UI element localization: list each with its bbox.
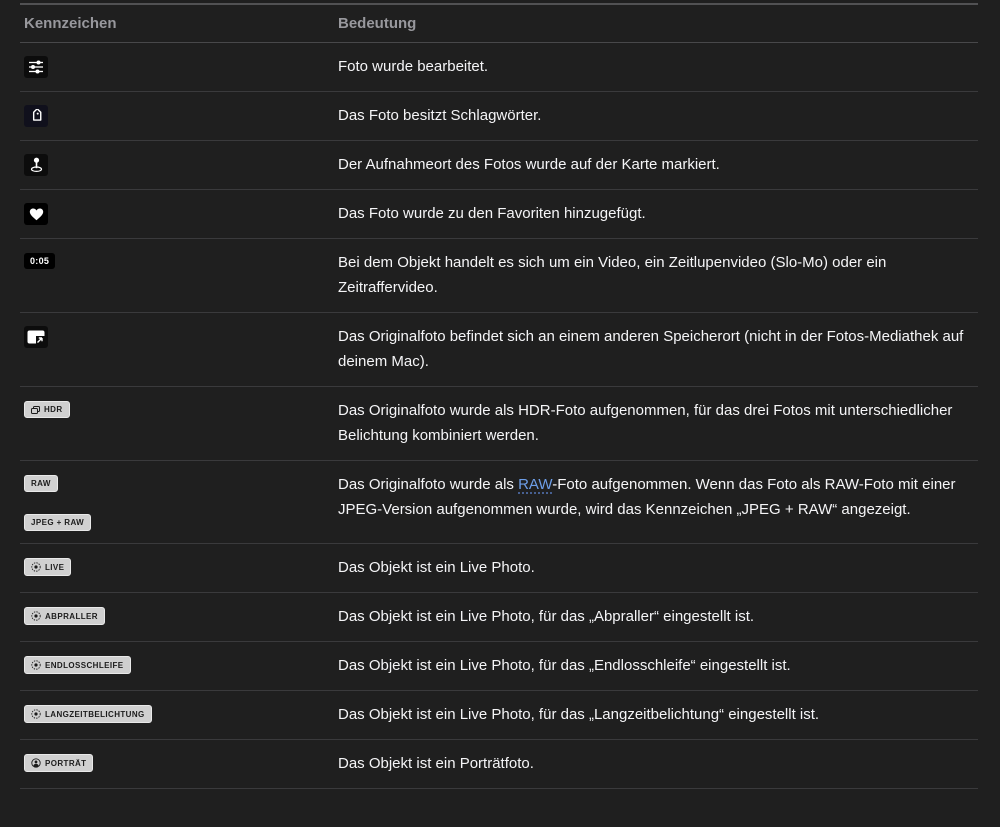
- badge-label: ABPRALLER: [45, 611, 98, 621]
- badge-label: LANGZEITBELICHTUNG: [45, 709, 145, 719]
- table-row: [20, 461, 978, 544]
- tag-icon: [24, 105, 48, 127]
- table-row: [20, 691, 978, 740]
- row-description: Foto wurde bearbeitet.: [338, 58, 489, 75]
- table-row: [20, 593, 978, 642]
- live-photo-icon: [31, 660, 41, 670]
- table-row: [20, 239, 978, 313]
- row-description: Das Objekt ist ein Live Photo, für das „Endlosschleife“ eingestellt ist.: [338, 657, 791, 674]
- row-description: Das Foto besitzt Schlagwörter.: [338, 107, 542, 124]
- row-description: Das Objekt ist ein Porträtfoto.: [338, 755, 534, 772]
- hdr-badge: [24, 401, 70, 418]
- table-row: [20, 190, 978, 239]
- table-row: [20, 642, 978, 691]
- heart-icon: [24, 203, 48, 225]
- badge-label: LIVE: [45, 562, 65, 572]
- endlosschleife-badge: [24, 656, 131, 674]
- column-header-bedeutung: Bedeutung: [338, 15, 417, 32]
- table-row: [20, 544, 978, 593]
- row-description: Das Foto wurde zu den Favoriten hinzugefügt.: [338, 205, 646, 222]
- table-header-row: [20, 5, 978, 43]
- live-badge: [24, 558, 71, 576]
- live-photo-icon: [31, 611, 41, 621]
- badge-label: ENDLOSSCHLEIFE: [45, 660, 124, 670]
- table-row: [20, 141, 978, 190]
- row-description: Der Aufnahmeort des Fotos wurde auf der Karte markiert.: [338, 156, 720, 173]
- badge-label: PORTRÄT: [45, 758, 87, 768]
- jpeg-raw-badge: JPEG + RAW: [24, 514, 91, 531]
- table-row: [20, 740, 978, 789]
- live-photo-icon: [31, 562, 41, 572]
- hdr-frames-icon: [31, 406, 40, 414]
- portraet-badge: [24, 754, 93, 772]
- row-description: Das Objekt ist ein Live Photo.: [338, 559, 535, 576]
- abpraller-badge: [24, 607, 105, 625]
- row-description: Bei dem Objekt handelt es sich um ein Video, ein Zeitlupenvideo (Slo-Mo) oder ein Zeitraffervideo.: [338, 254, 887, 296]
- referenced-file-icon: [24, 326, 48, 348]
- table-row: [20, 43, 978, 92]
- video-duration-badge: 0:05: [24, 253, 55, 269]
- column-header-kennzeichen: Kennzeichen: [24, 15, 117, 32]
- row-description: Das Originalfoto wurde als HDR-Foto aufgenommen, für das drei Fotos mit unterschiedlicher Belichtung kombiniert werden.: [338, 402, 953, 444]
- table-row: [20, 92, 978, 141]
- adjustments-sliders-icon: [24, 56, 48, 78]
- row-description: Das Objekt ist ein Live Photo, für das „Abpraller“ eingestellt ist.: [338, 608, 755, 625]
- table-row: [20, 313, 978, 387]
- raw-badge: RAW: [24, 475, 58, 492]
- live-photo-icon: [31, 709, 41, 719]
- portrait-icon: [31, 758, 41, 768]
- langzeitbelichtung-badge: [24, 705, 152, 723]
- badge-label: HDR: [44, 405, 63, 414]
- row-description: Das Originalfoto befindet sich an einem anderen Speicherort (nicht in der Fotos-Mediathek auf deinem Mac).: [338, 328, 964, 370]
- location-pin-icon: [24, 154, 48, 176]
- row-description: Das Objekt ist ein Live Photo, für das „Langzeitbelichtung“ eingestellt ist.: [338, 706, 820, 723]
- table-row: [20, 387, 978, 461]
- row-description: Das Originalfoto wurde als RAW-Foto aufgenommen. Wenn das Foto als RAW-Foto mit einer JPEG-Version aufgenommen wurde, wird das Kennzeichen „JPEG + RAW“ angezeigt.: [338, 476, 956, 518]
- raw-help-link[interactable]: RAW: [518, 476, 553, 493]
- badges-table: [20, 3, 978, 789]
